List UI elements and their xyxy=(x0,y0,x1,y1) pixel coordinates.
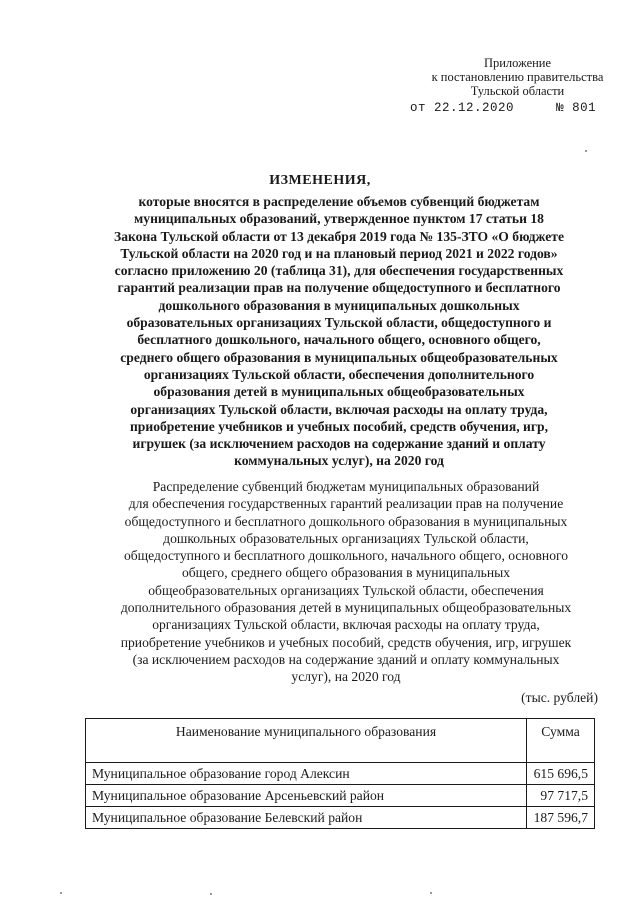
appendix-date-number xyxy=(410,101,625,115)
subtitle-line: организациях Тульской области, обеспечения дополнительного xyxy=(143,366,535,382)
appendix-block xyxy=(410,56,625,115)
table-header-row xyxy=(86,719,595,763)
intro-line: общеобразовательных организациях Тульской области, обеспечения xyxy=(148,582,544,598)
date-prefix: от xyxy=(410,101,427,115)
scan-speck xyxy=(430,892,432,894)
subtitle-line: среднего общего образования в муниципальных общеобразовательных xyxy=(120,349,558,365)
subtitle-line: образовательных организациях Тульской области, общедоступного и xyxy=(126,315,552,331)
header-sum: Сумма xyxy=(527,719,595,763)
table-row xyxy=(86,807,595,829)
municipality-sum: 615 696,5 xyxy=(527,763,595,785)
municipality-sum: 187 596,7 xyxy=(527,807,595,829)
subtitle-line: приобретение учебников и учебных пособий, средств обучения, игр, xyxy=(129,418,549,434)
subtitle-line: дошкольного образования в муниципальных дошкольных xyxy=(158,297,520,313)
distribution-intro xyxy=(85,478,607,686)
intro-line: общедоступного и бесплатного дошкольного образования в муниципальных xyxy=(124,513,568,529)
subtitle-line: организациях Тульской области, включая расходы на оплату труда, xyxy=(130,401,548,417)
intro-line: Распределение субвенций бюджетам муниципальных образований xyxy=(152,479,540,494)
header-municipality: Наименование муниципального образования xyxy=(86,719,527,763)
municipality-name: Муниципальное образование Арсеньевский район xyxy=(86,785,527,807)
subtitle-line: бесплатного дошкольного, начального общего, основного общего, xyxy=(137,332,541,348)
subtitle-line: муниципальных образований, утвержденное пунктом 17 статьи 18 xyxy=(134,211,544,227)
scan-speck xyxy=(210,893,212,895)
table-row xyxy=(86,785,595,807)
document-subtitle xyxy=(78,193,600,470)
intro-line: услуг), на 2020 год xyxy=(291,669,401,685)
intro-line: общего, среднего общего образования в муниципальных xyxy=(181,565,511,581)
appendix-line-1: Приложение xyxy=(483,56,552,70)
subtitle-line: коммунальных услуг), на 2020 год xyxy=(234,453,444,469)
subtitle-line: Закона Тульской области от 13 декабря 2019 года № 135-ЗТО «О бюджете xyxy=(114,228,564,244)
appendix-line-3: Тульской области xyxy=(470,84,565,98)
subtitle-line: Тульской области на 2020 год и на плановый период 2021 и 2022 годов» xyxy=(120,245,558,261)
municipality-name: Муниципальное образование город Алексин xyxy=(86,763,527,785)
municipality-sum: 97 717,5 xyxy=(527,785,595,807)
table-row xyxy=(86,763,595,785)
intro-line: общедоступного и бесплатного дошкольного, начального общего, основного xyxy=(123,548,569,564)
subtitle-line: согласно приложению 20 (таблица 31), для обеспечения государственных xyxy=(114,263,564,279)
intro-line: организациях Тульской области, включая расходы на оплату труда, xyxy=(152,617,540,633)
intro-line: приобретение учебников и учебных пособий, средств обучения, игр, игрушек xyxy=(120,634,572,650)
subtitle-line: которые вносятся в распределение объемов субвенций бюджетам xyxy=(138,194,540,209)
appendix-line-2: к постановлению правительства xyxy=(431,70,604,84)
municipality-name: Муниципальное образование Белевский район xyxy=(86,807,527,829)
scan-speck xyxy=(585,150,587,152)
document-title: ИЗМЕНЕНИЯ, xyxy=(269,173,371,188)
intro-line: дополнительного образования детей в муниципальных общеобразовательных xyxy=(120,600,572,616)
subtitle-line: гарантий реализации прав на получение общедоступного и бесплатного xyxy=(117,280,561,296)
subtitle-line: образования детей в муниципальных общеобразовательных xyxy=(153,384,525,400)
intro-line: дошкольных образовательных организациях Тульской области, xyxy=(163,530,529,546)
appendix-number: 801 xyxy=(572,101,597,115)
appendix-date: 22.12.2020 xyxy=(434,101,515,115)
unit-label: (тыс. рублей) xyxy=(521,690,598,705)
subtitle-line: игрушек (за исключением расходов на содержание зданий и оплату xyxy=(132,436,546,452)
intro-line: (за исключением расходов на содержание зданий и оплату коммунальных xyxy=(132,651,560,667)
number-prefix: № xyxy=(556,101,565,115)
intro-line: для обеспечения государственных гарантий реализации прав на получение xyxy=(128,496,564,512)
scan-speck xyxy=(60,892,62,894)
subsidy-table xyxy=(85,718,595,829)
